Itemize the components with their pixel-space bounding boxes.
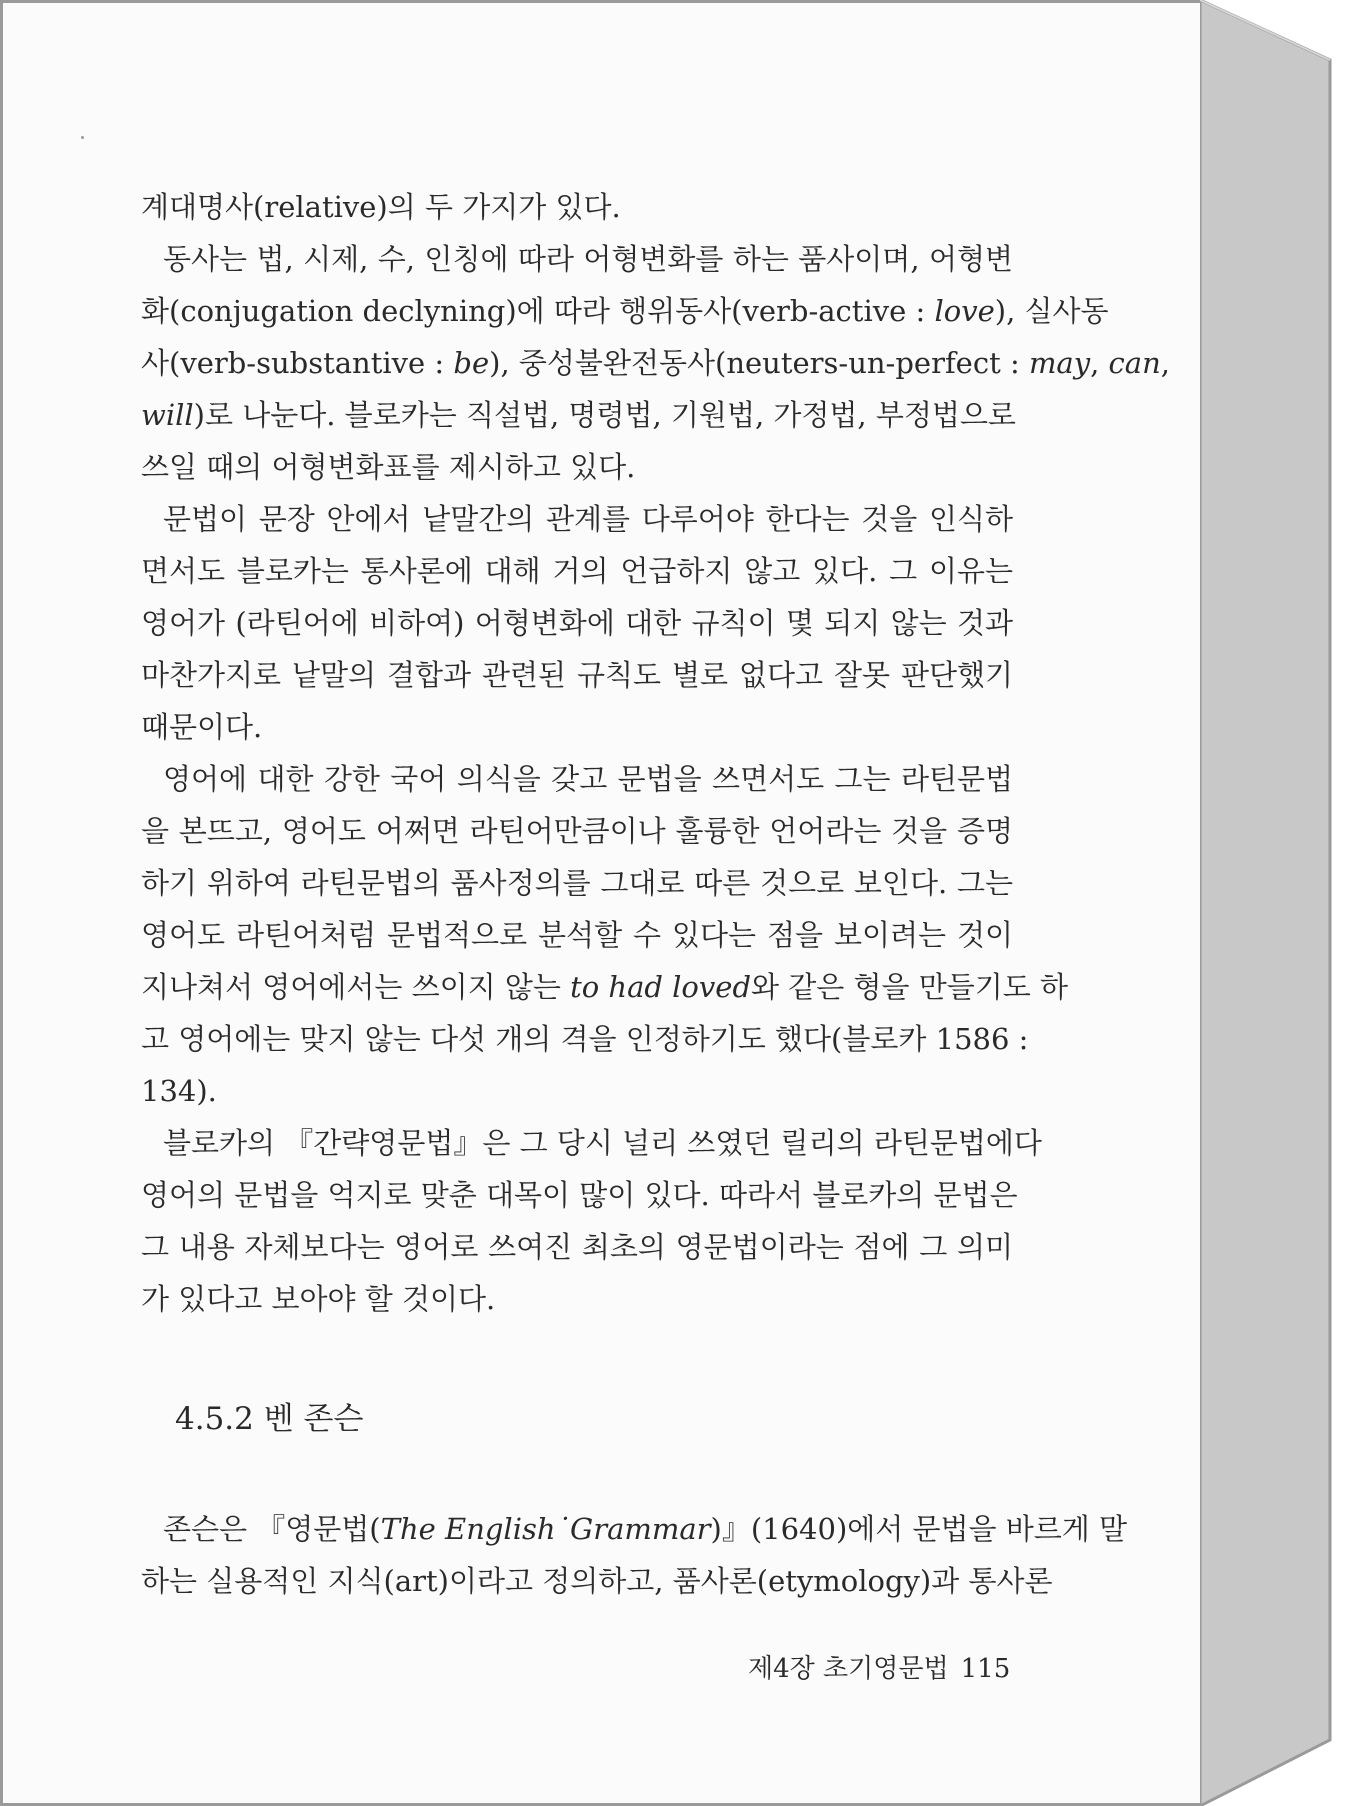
text-line: 마찬가지로 낱말의 결합과 관련된 규칙도 별로 없다고 잘못 판단했기 [141, 658, 1013, 692]
paragraph-3 [141, 493, 1013, 753]
text-line: 지나쳐서 영어에서는 쓰이지 않는 to had loved와 같은 형을 만들기도 하 [141, 970, 1069, 1004]
text-line: 그 내용 자체보다는 영어로 쓰여진 최초의 영문법이라는 점에 그 의미 [141, 1230, 1013, 1264]
text-line: 면서도 블로카는 통사론에 대해 거의 언급하지 않고 있다. 그 이유는 [141, 554, 1013, 588]
page-footer [748, 1648, 1010, 1685]
text-line: 영어도 라틴어처럼 문법적으로 분석할 수 있다는 점을 보이려는 것이 [141, 918, 1013, 952]
chapter-title: 제4장 초기영문법 [748, 1654, 949, 1684]
text-line: 134). [141, 1074, 217, 1108]
text-line: 을 본뜨고, 영어도 어쩌면 라틴어만큼이나 훌륭한 언어라는 것을 증명 [141, 814, 1013, 848]
section-heading: 4.5.2 벤 존슨 [175, 1401, 364, 1437]
text-line: will)로 나눈다. 블로카는 직설법, 명령법, 기원법, 가정법, 부정법으로 [141, 398, 1016, 432]
book-edge-shape [1200, 0, 1335, 1806]
speck [81, 136, 84, 139]
text-line: 하는 실용적인 지식(art)이라고 정의하고, 품사론(etymology)과 통사론 [141, 1564, 1053, 1598]
text-line: 가 있다고 보아야 할 것이다. [141, 1282, 496, 1316]
text-line: 하기 위하여 라틴문법의 품사정의를 그대로 따른 것으로 보인다. 그는 [141, 866, 1013, 900]
paragraph-6 [141, 1503, 1128, 1607]
text-line: 존슨은 『영문법(The English˙Grammar)』(1640)에서 문법을 바르게 말 [163, 1512, 1128, 1546]
text-line: 화(conjugation declyning)에 따라 행위동사(verb-active : love), 실사동 [141, 294, 1109, 328]
text-line: 고 영어에는 맞지 않는 다섯 개의 격을 인정하기도 했다(블로카 1586 : [141, 1022, 1029, 1056]
text-line: 문법이 문장 안에서 낱말간의 관계를 다루어야 한다는 것을 인식하 [163, 502, 1013, 536]
page-body [141, 181, 1170, 1607]
text-line: 영어의 문법을 억지로 맞춘 대목이 많이 있다. 따라서 블로카의 문법은 [141, 1178, 1018, 1212]
page-number: 115 [960, 1654, 1011, 1684]
paragraph-2 [141, 233, 1170, 493]
text-line: 영어에 대한 강한 국어 의식을 갖고 문법을 쓰면서도 그는 라틴문법 [163, 762, 1013, 796]
text-line: 계대명사(relative)의 두 가지가 있다. [141, 190, 621, 224]
paragraph-1 [141, 181, 1013, 233]
book-spine [1200, 0, 1335, 1806]
paragraph-4 [141, 753, 1069, 1117]
text-line: 동사는 법, 시제, 수, 인칭에 따라 어형변화를 하는 품사이며, 어형변 [163, 242, 1013, 276]
text-line: 영어가 (라틴어에 비하여) 어형변화에 대한 규칙이 몇 되지 않는 것과 [141, 606, 1013, 640]
text-line: 블로카의 『간략영문법』은 그 당시 널리 쓰였던 릴리의 라틴문법에다 [163, 1126, 1042, 1160]
text-line: 쓰일 때의 어형변화표를 제시하고 있다. [141, 450, 636, 484]
text-line: 사(verb-substantive : be), 중성불완전동사(neuters-un-perfect : may, can, [141, 346, 1170, 380]
text-line: 때문이다. [141, 710, 263, 744]
paragraph-5 [141, 1117, 1042, 1325]
